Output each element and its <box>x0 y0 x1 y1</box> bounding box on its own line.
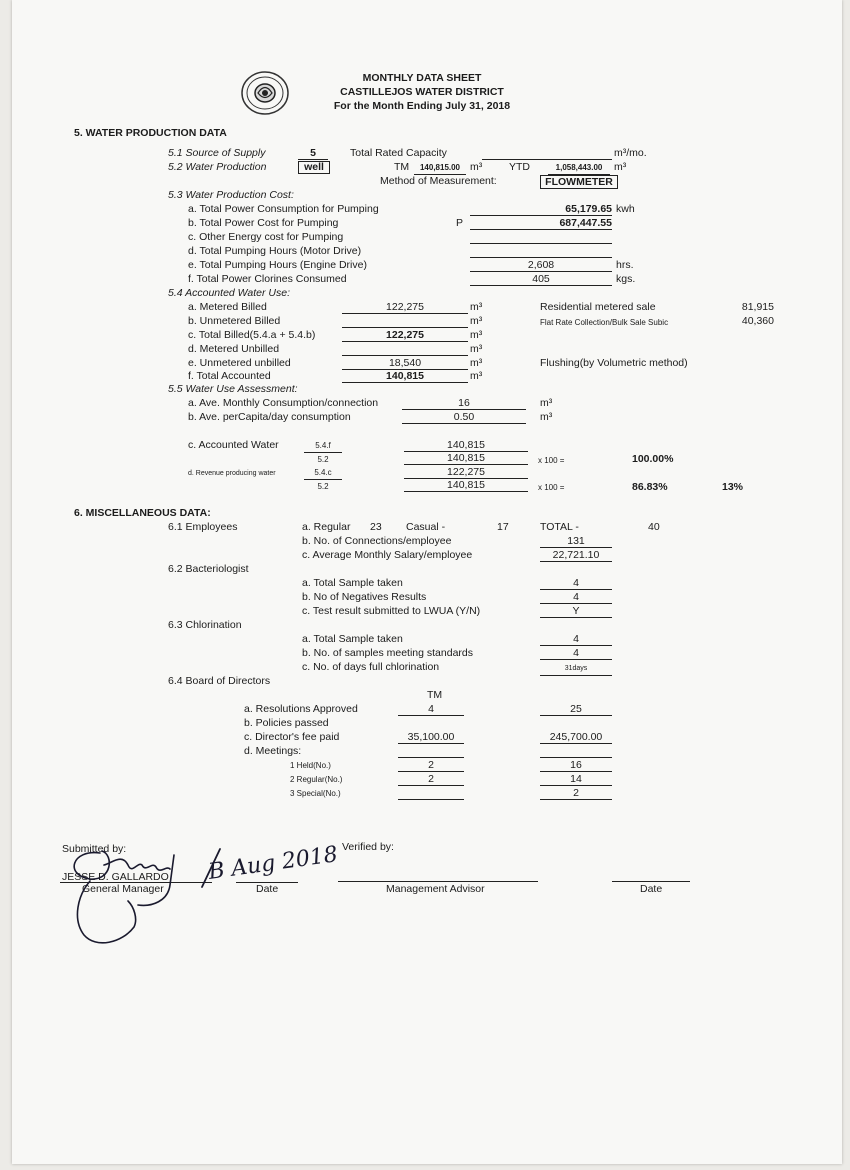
source-of-supply-label: 5.1 Source of Supply <box>168 147 266 159</box>
bact-negatives-value: 4 <box>540 591 612 604</box>
ave-percapita-consumption-unit: m³ <box>540 411 553 423</box>
flat-rate-collection-value: 40,360 <box>741 315 774 327</box>
engine-drive-hours-label: e. Total Pumping Hours (Engine Drive) <box>188 259 367 271</box>
total-accounted-label: f. Total Accounted <box>188 370 271 382</box>
meetings-label: d. Meetings: <box>244 745 302 757</box>
ave-percapita-consumption-value: 0.50 <box>402 411 526 424</box>
reporting-period: For the Month Ending July 31, 2018 <box>333 100 511 112</box>
total-employees-label: TOTAL - <box>540 521 579 533</box>
data-sheet-page <box>12 0 842 1164</box>
directors-fee-ytd-value: 245,700.00 <box>540 731 612 744</box>
metered-billed-value: 122,275 <box>342 301 468 314</box>
chl-meeting-standards-value: 4 <box>540 647 612 660</box>
flat-rate-collection-label: Flat Rate Collection/Bulk Sale Subic <box>540 318 669 327</box>
chlorine-consumed-unit: kgs. <box>616 273 636 285</box>
meetings-special-ytd: 2 <box>540 787 612 800</box>
total-billed-value: 122,275 <box>342 329 468 342</box>
bact-total-sample-label: a. Total Sample taken <box>302 577 403 589</box>
tm-unit: m³ <box>470 161 483 173</box>
water-use-assessment-label: 5.5 Water Use Assessment: <box>168 383 298 395</box>
tm-label: TM <box>394 161 410 173</box>
ave-monthly-consumption-unit: m³ <box>540 397 553 409</box>
chl-meeting-standards-label: b. No. of samples meeting standards <box>302 647 474 659</box>
metered-billed-unit: m³ <box>470 301 483 313</box>
average-salary-value: 22,721.10 <box>540 549 612 562</box>
meetings-tm-line <box>398 757 464 758</box>
unmetered-unbilled-label: e. Unmetered unbilled <box>188 357 291 369</box>
water-production-type: well <box>298 161 330 174</box>
unmetered-unbilled-unit: m³ <box>470 357 483 369</box>
revenue-water-result: 86.83% <box>632 481 668 493</box>
revenue-water-numerator: 122,275 <box>404 466 528 479</box>
bacteriologist-label: 6.2 Bacteriologist <box>168 563 249 575</box>
revenue-water-denominator: 140,815 <box>404 479 528 492</box>
unmetered-billed-label: b. Unmetered Billed <box>188 315 281 327</box>
district-name: CASTILLEJOS WATER DISTRICT <box>340 86 504 98</box>
power-cost-label: b. Total Power Cost for Pumping <box>188 217 339 229</box>
meetings-ytd-line <box>540 757 612 758</box>
bod-tm-header: TM <box>427 689 443 701</box>
chl-full-days-label: c. No. of days full chlorination <box>302 661 440 673</box>
power-cost-value: 687,447.55 <box>470 217 612 230</box>
total-rated-capacity-label: Total Rated Capacity <box>350 147 447 159</box>
non-revenue-water-percent: 13% <box>722 481 744 493</box>
power-consumption-value: 65,179.65 <box>470 203 612 216</box>
unmetered-billed-line <box>342 327 468 328</box>
meetings-special-tm-line <box>398 799 464 800</box>
bact-lwua-submitted-label: c. Test result submitted to LWUA (Y/N) <box>302 605 481 617</box>
meetings-special-label: 3 Special(No.) <box>290 789 341 798</box>
employees-label: 6.1 Employees <box>168 521 238 533</box>
production-cost-label: 5.3 Water Production Cost: <box>168 189 294 201</box>
casual-label: Casual - <box>406 521 446 533</box>
resolutions-tm-value: 4 <box>398 703 464 716</box>
motor-drive-hours-line <box>470 257 612 258</box>
total-accounted-unit: m³ <box>470 370 483 382</box>
flushing-label: Flushing(by Volumetric method) <box>540 357 688 369</box>
policies-passed-label: b. Policies passed <box>244 717 329 729</box>
accounted-water-multiplier: x 100 = <box>538 456 565 465</box>
management-advisor-label: Management Advisor <box>386 883 485 895</box>
unmetered-billed-unit: m³ <box>470 315 483 327</box>
directors-fee-tm-value: 35,100.00 <box>398 731 464 744</box>
residential-metered-sale-value: 81,915 <box>741 301 774 313</box>
source-of-supply-value: 5 <box>298 147 328 160</box>
chlorine-consumed-label: f. Total Power Clorines Consumed <box>188 273 347 285</box>
signatory-name: JESSE D. GALLARDO <box>62 871 169 883</box>
ytd-production-value: 1,058,443.00 <box>548 162 610 175</box>
total-accounted-value: 140,815 <box>342 370 468 383</box>
total-billed-label: c. Total Billed(5.4.a + 5.4.b) <box>188 329 316 341</box>
metered-billed-label: a. Metered Billed <box>188 301 267 313</box>
other-energy-cost-label: c. Other Energy cost for Pumping <box>188 231 344 243</box>
average-salary-label: c. Average Monthly Salary/employee <box>302 549 473 561</box>
verify-date-line <box>612 881 690 882</box>
accounted-water-label: c. Accounted Water <box>188 439 279 451</box>
submit-date-label: Date <box>256 883 279 895</box>
power-consumption-unit: kwh <box>616 203 635 215</box>
water-production-label: 5.2 Water Production <box>168 161 267 173</box>
ytd-label: YTD <box>509 161 530 173</box>
residential-metered-sale-label: Residential metered sale <box>540 301 656 313</box>
accounted-water-use-label: 5.4 Accounted Water Use: <box>168 287 290 299</box>
section-6-title: 6. MISCELLANEOUS DATA: <box>74 507 211 519</box>
meetings-regular-tm: 2 <box>398 773 464 786</box>
ave-percapita-consumption-label: b. Ave. perCapita/day consumption <box>188 411 351 423</box>
ave-monthly-consumption-label: a. Ave. Monthly Consumption/connection <box>188 397 379 409</box>
resolutions-approved-label: a. Resolutions Approved <box>244 703 358 715</box>
method-of-measurement-label: Method of Measurement: <box>380 175 497 187</box>
regular-label: a. Regular <box>302 521 351 533</box>
submitted-by-label: Submitted by: <box>62 843 127 855</box>
bact-total-sample-value: 4 <box>540 577 612 590</box>
sheet-title: MONTHLY DATA SHEET <box>362 72 482 84</box>
chl-full-days-value: 31days <box>540 663 612 676</box>
chlorination-label: 6.3 Chlorination <box>168 619 242 631</box>
meetings-held-tm: 2 <box>398 759 464 772</box>
meetings-held-ytd: 16 <box>540 759 612 772</box>
chl-total-sample-label: a. Total Sample taken <box>302 633 403 645</box>
casual-value: 17 <box>497 521 509 533</box>
connections-per-employee-value: 131 <box>540 535 612 548</box>
water-district-seal-logo <box>240 70 290 116</box>
accounted-water-numerator-code: 5.4.f <box>304 440 342 453</box>
revenue-water-label: d. Revenue producing water <box>188 470 276 477</box>
ytd-unit: m³ <box>614 161 627 173</box>
revenue-water-denominator-code: 5.2 <box>317 482 329 491</box>
peso-sign: P <box>456 217 464 229</box>
capacity-blank-line <box>482 159 612 160</box>
capacity-unit: m³/mo. <box>614 147 647 159</box>
verify-date-label: Date <box>640 883 663 895</box>
engine-drive-hours-value: 2,608 <box>470 259 612 272</box>
bact-lwua-submitted-value: Y <box>540 605 612 618</box>
metered-unbilled-label: d. Metered Unbilled <box>188 343 280 355</box>
directors-fee-label: c. Director's fee paid <box>244 731 340 743</box>
resolutions-ytd-value: 25 <box>540 703 612 716</box>
verified-by-label: Verified by: <box>342 841 394 853</box>
total-employees-value: 40 <box>648 521 660 533</box>
advisor-signature-line <box>338 881 538 882</box>
power-consumption-label: a. Total Power Consumption for Pumping <box>188 203 379 215</box>
meetings-regular-ytd: 14 <box>540 773 612 786</box>
chlorine-consumed-value: 405 <box>470 273 612 286</box>
bact-negatives-label: b. No of Negatives Results <box>302 591 427 603</box>
method-of-measurement-value: FLOWMETER <box>540 175 618 189</box>
accounted-water-denominator-code: 5.2 <box>317 455 329 464</box>
chl-total-sample-value: 4 <box>540 633 612 646</box>
connections-per-employee-label: b. No. of Connections/employee <box>302 535 452 547</box>
meetings-held-label: 1 Held(No.) <box>290 761 331 770</box>
tm-production-value: 140,815.00 <box>414 162 466 175</box>
revenue-water-numerator-code: 5.4.c <box>304 467 342 480</box>
section-5-title: 5. WATER PRODUCTION DATA <box>74 127 227 139</box>
unmetered-unbilled-value: 18,540 <box>342 357 468 370</box>
metered-unbilled-line <box>342 355 468 356</box>
metered-unbilled-unit: m³ <box>470 343 483 355</box>
meetings-regular-label: 2 Regular(No.) <box>290 775 343 784</box>
accounted-water-result: 100.00% <box>632 453 674 465</box>
revenue-water-multiplier: x 100 = <box>538 483 565 492</box>
signatory-position: General Manager <box>82 883 164 895</box>
total-billed-unit: m³ <box>470 329 483 341</box>
accounted-water-denominator: 140,815 <box>404 452 528 465</box>
regular-value: 23 <box>370 521 382 533</box>
engine-drive-hours-unit: hrs. <box>616 259 634 271</box>
handwritten-date: B Aug 2018 <box>206 842 340 885</box>
motor-drive-hours-label: d. Total Pumping Hours (Motor Drive) <box>188 245 362 257</box>
ave-monthly-consumption-value: 16 <box>402 397 526 410</box>
other-energy-cost-line <box>470 243 612 244</box>
accounted-water-numerator: 140,815 <box>404 439 528 452</box>
board-of-directors-label: 6.4 Board of Directors <box>168 675 271 687</box>
